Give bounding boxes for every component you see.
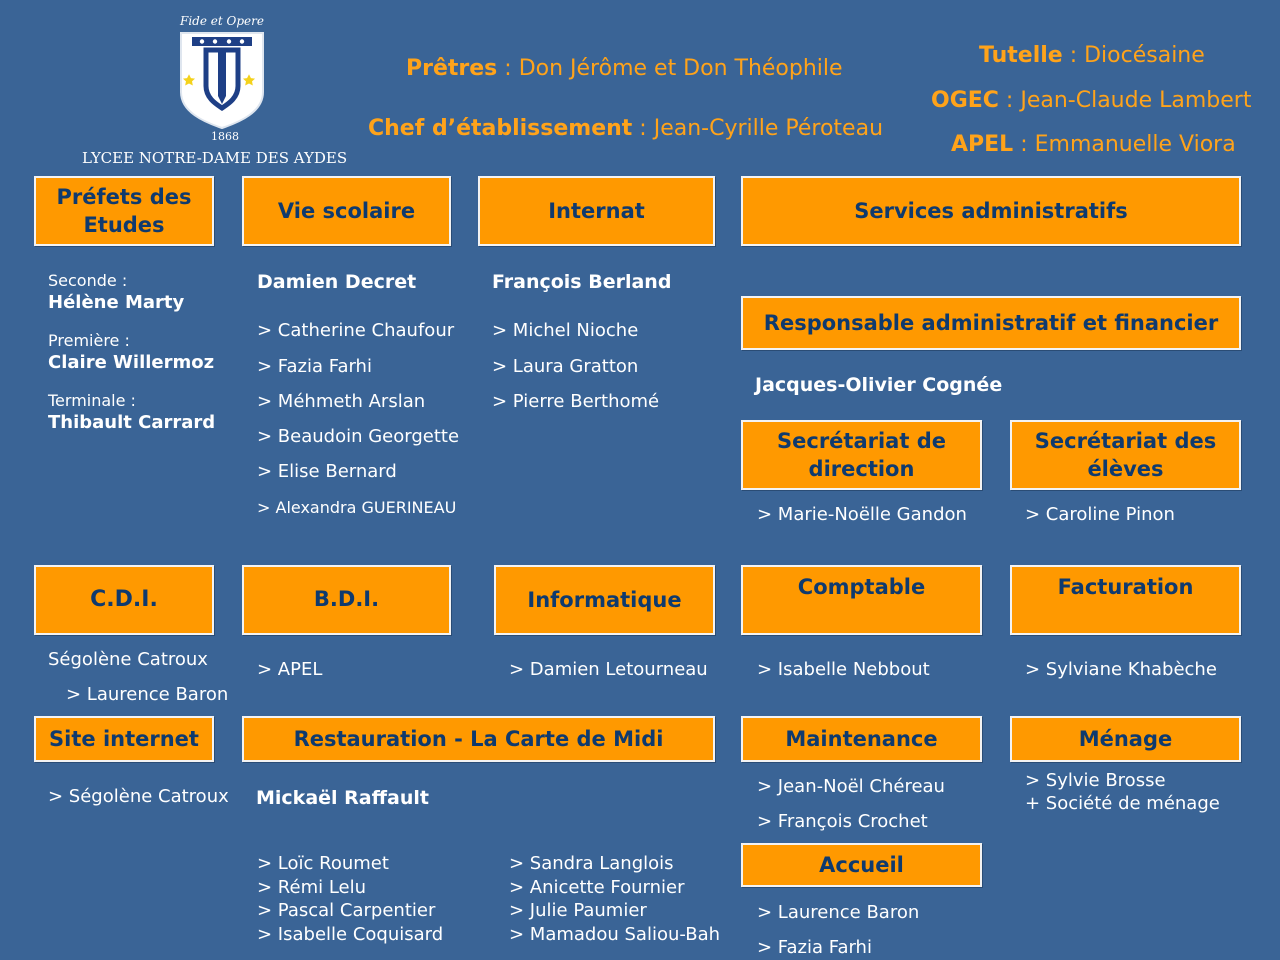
terminale-label: Terminale : [48, 391, 136, 410]
comptable-box: Comptable [741, 565, 982, 635]
raf-box: Responsable administratif et financier [741, 296, 1241, 350]
pretres-line [406, 56, 843, 81]
tutelle-label: Tutelle [979, 43, 1063, 68]
school-logo [80, 12, 360, 170]
list-item: > Anicette Fournier [509, 876, 685, 898]
pretres-sep: : [497, 56, 519, 81]
seconde-label: Seconde : [48, 271, 128, 290]
list-item: > Pierre Berthomé [492, 391, 660, 412]
list-item: > Pascal Carpentier [257, 900, 436, 921]
list-item: + Société de ménage [1025, 793, 1220, 814]
accueil-box: Accueil [741, 843, 982, 887]
services-admin-box: Services administratifs [741, 176, 1241, 246]
list-item: > Sandra Langlois [509, 853, 674, 874]
vie-scolaire-lead: Damien Decret [257, 271, 417, 293]
premiere-label: Première : [48, 331, 130, 350]
tutelle-sep: : [1062, 43, 1085, 68]
list-item: > Isabelle Coquisard [257, 923, 444, 945]
list-item: > Catherine Chaufour [257, 320, 455, 341]
list-item: > Fazia Farhi [757, 937, 872, 958]
facturation-box: Facturation [1010, 565, 1241, 635]
apel-label: APEL [951, 132, 1014, 157]
chef-sep: : [632, 116, 654, 141]
list-item: > Laura Gratton [492, 356, 639, 377]
apel-sep: : [1013, 132, 1035, 157]
cdi-box: C.D.I. [34, 565, 214, 635]
list-item: > Méhmeth Arslan [257, 391, 426, 412]
list-item: > Mamadou Saliou-Bah [509, 923, 721, 945]
list-item: > Michel Nioche [492, 320, 639, 341]
list-item: > Elise Bernard [257, 461, 397, 482]
tutelle-line [979, 43, 1205, 68]
chef-value: Jean-Cyrille Péroteau [653, 116, 884, 141]
list-item: > Isabelle Nebbout [757, 659, 930, 680]
secretariat-direction-box: Secrétariat de direction [741, 420, 982, 490]
list-item: > Damien Letourneau [509, 659, 708, 680]
chef-label: Chef d’établissement [368, 116, 633, 141]
ogec-line [931, 88, 1251, 113]
pretres-label: Prêtres [406, 56, 498, 81]
terminale-name: Thibault Carrard [48, 412, 216, 433]
list-item: > François Crochet [757, 811, 928, 832]
list-item: > Sylvie Brosse [1025, 770, 1166, 791]
list-item: > APEL [257, 659, 323, 680]
restauration-lead: Mickaël Raffault [256, 787, 429, 809]
apel-value: Emmanuelle Viora [1034, 132, 1236, 157]
ogec-sep: : [998, 88, 1021, 113]
internat-box: Internat [478, 176, 715, 246]
list-item: > Rémi Lelu [257, 876, 367, 898]
list-item: > Beaudoin Georgette [257, 426, 460, 447]
vie-scolaire-box: Vie scolaire [242, 176, 451, 246]
menage-members [1025, 769, 1220, 815]
list-item: > Caroline Pinon [1025, 504, 1175, 525]
list-item: > Sylviane Khabèche [1025, 659, 1217, 680]
list-item: > Marie-Noëlle Gandon [757, 504, 967, 525]
logo-motto: Fide et Opere [180, 14, 264, 28]
internat-lead: François Berland [492, 271, 672, 293]
prefets-box: Préfets des Etudes [34, 176, 214, 246]
logo-year: 1868 [211, 130, 239, 143]
chef-line [368, 116, 883, 141]
restauration-col2 [509, 852, 720, 946]
site-internet-box: Site internet [34, 716, 214, 762]
list-item: > Alexandra GUERINEAU [257, 498, 457, 517]
tutelle-value: Diocésaine [1084, 43, 1205, 68]
restauration-col1 [257, 852, 443, 946]
secretariat-eleves-box: Secrétariat des élèves [1010, 420, 1241, 490]
shield-icon [178, 30, 266, 130]
ogec-label: OGEC [931, 88, 999, 113]
list-item: > Fazia Farhi [257, 356, 372, 377]
bdi-box: B.D.I. [242, 565, 451, 635]
premiere-name: Claire Willermoz [48, 352, 215, 373]
cdi-lead: Ségolène Catroux [48, 649, 208, 670]
raf-name: Jacques-Olivier Cognée [755, 374, 1003, 396]
list-item: > Ségolène Catroux [48, 786, 229, 807]
pretres-value: Don Jérôme et Don Théophile [518, 56, 843, 81]
school-name: LYCEE NOTRE-DAME DES AYDES [82, 149, 348, 167]
list-item: > Laurence Baron [757, 902, 920, 923]
ogec-value: Jean-Claude Lambert [1020, 88, 1252, 113]
menage-box: Ménage [1010, 716, 1241, 762]
list-item: > Laurence Baron [66, 684, 229, 705]
seconde-name: Hélène Marty [48, 292, 185, 313]
informatique-box: Informatique [494, 565, 715, 635]
list-item: > Jean-Noël Chéreau [757, 776, 945, 797]
maintenance-box: Maintenance [741, 716, 982, 762]
list-item: > Loïc Roumet [257, 853, 389, 874]
apel-line [951, 132, 1236, 157]
list-item: > Julie Paumier [509, 900, 647, 921]
restauration-box: Restauration - La Carte de Midi [242, 716, 715, 762]
